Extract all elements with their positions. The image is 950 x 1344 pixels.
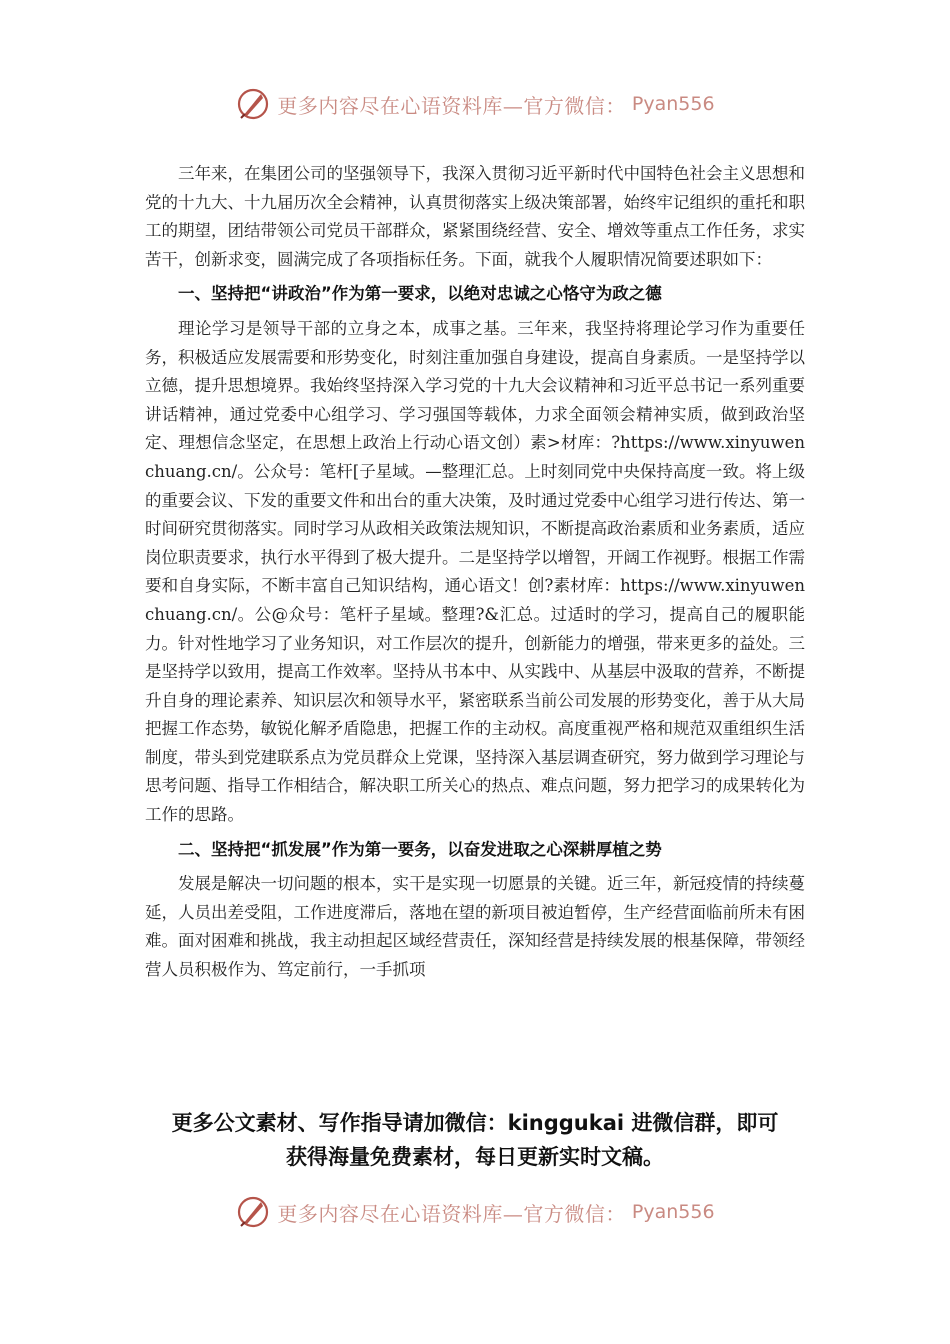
section-1-paragraph: 理论学习是领导干部的立身之本，成事之基。三年来，我坚持将理论学习作为重要任务，积极适应发展需要和形势变化，时刻注重加强自身建设，提高自身素质。一是坚持学以立德，提升思想境界。我始终坚持深入学习党的十九大会议精神和习近平总书记一系列重要讲话精神，通过党委中心组学习、学习强国等载体，力求全面领会精神实质，做到政治坚定、理想信念坚定，在思想上政治上行动心语文创）素>材库：?https://www.xinyuwenchuang.cn/。公众号：笔杆[子星域。—整理汇总。上时刻同党中央保持高度一致。将上级的重要会议、下发的重要文件和出台的重大决策，及时通过党委中心组学习进行传达、第一时间研究贯彻落实。同时学习从政相关政策法规知识，不断提高政治素质和业务素质，适应岗位职责要求，执行水平得到了极大提升。二是坚持学以增智，开阔工作视野。根据工作需要和自身实际，不断丰富自己知识结构，通心语文！创?素材库：https://www.xinyuwenchuang.cn/。公@众号：笔杆子星域。整理?&汇总。过适时的学习，提高自己的履职能力。针对性地学习了业务知识，对工作层次的提升，创新能力的增强，带来更多的益处。三是坚持学以致用，提高工作效率。坚持从书本中、从实践中、从基层中汲取的营养，不断提升自身的理论素养、知识层次和领导水平，紧密联系当前公司发展的形势变化，善于从大局把握工作态势，敏锐化解矛盾隐患，把握工作的主动权。高度重视严格和规范双重组织生活制度，带头到党建联系点为党员群众上党课，坚持深入基层调查研究，努力做到学习理论与思考问题、指导工作相结合，解决职工所关心的热点、难点问题，努力把学习的成果转化为工作的思路。 [145,318,805,825]
section-heading-2: 二、坚持把“抓发展”作为第一要务，以奋发进取之心深耕厚植之势 [178,839,662,859]
intro-paragraph: 三年来，在集团公司的坚强领导下，我深入贯彻习近平新时代中国特色社会主义思想和党的十九大、十九届历次全会精神，认真贯彻落实上级决策部署，始终牢记组织的重托和职工的期望，团结带领公司党员干部群众，紧紧围绕经营、安全、增效等重点工作任务，求实苦干，创新求变，圆满完成了各项指标任务。下面，就我个人履职情况简要述职如下： [145,164,805,269]
banner-wechat-id: Pyan556 [631,93,715,115]
document-body [145,160,805,985]
promo-notice-line-1: 更多公文素材、写作指导请加微信：kinggukai 进微信群，即可 [171,1111,779,1135]
section-2-paragraph: 发展是解决一切问题的根本，实干是实现一切愿景的关键。近三年，新冠疫情的持续蔓延，人员出差受阻，工作进度滞后，落地在望的新项目被迫暂停，生产经营面临前所未有困难。面对困难和挑战，我主动担起区域经营责任，深知经营是持续发展的根基保障，带领经营人员积极作为、笃定前行，一手抓项 [145,874,805,980]
footer-watermark-banner [0,1192,950,1232]
promo-notice [0,1106,950,1174]
banner-text: 更多内容尽在心语资料库—官方微信： [277,93,626,118]
banner-wechat-id: Pyan556 [631,1201,715,1223]
promo-notice-line-2: 获得海量免费素材，每日更新实时文稿。 [286,1145,664,1169]
header-watermark-banner [0,84,950,124]
banner-text: 更多内容尽在心语资料库—官方微信： [277,1201,626,1226]
section-heading-1: 一、坚持把“讲政治”作为第一要求，以绝对忠诚之心恪守为政之德 [178,284,662,304]
quill-logo-icon [235,1194,271,1230]
quill-logo-icon [235,86,271,122]
